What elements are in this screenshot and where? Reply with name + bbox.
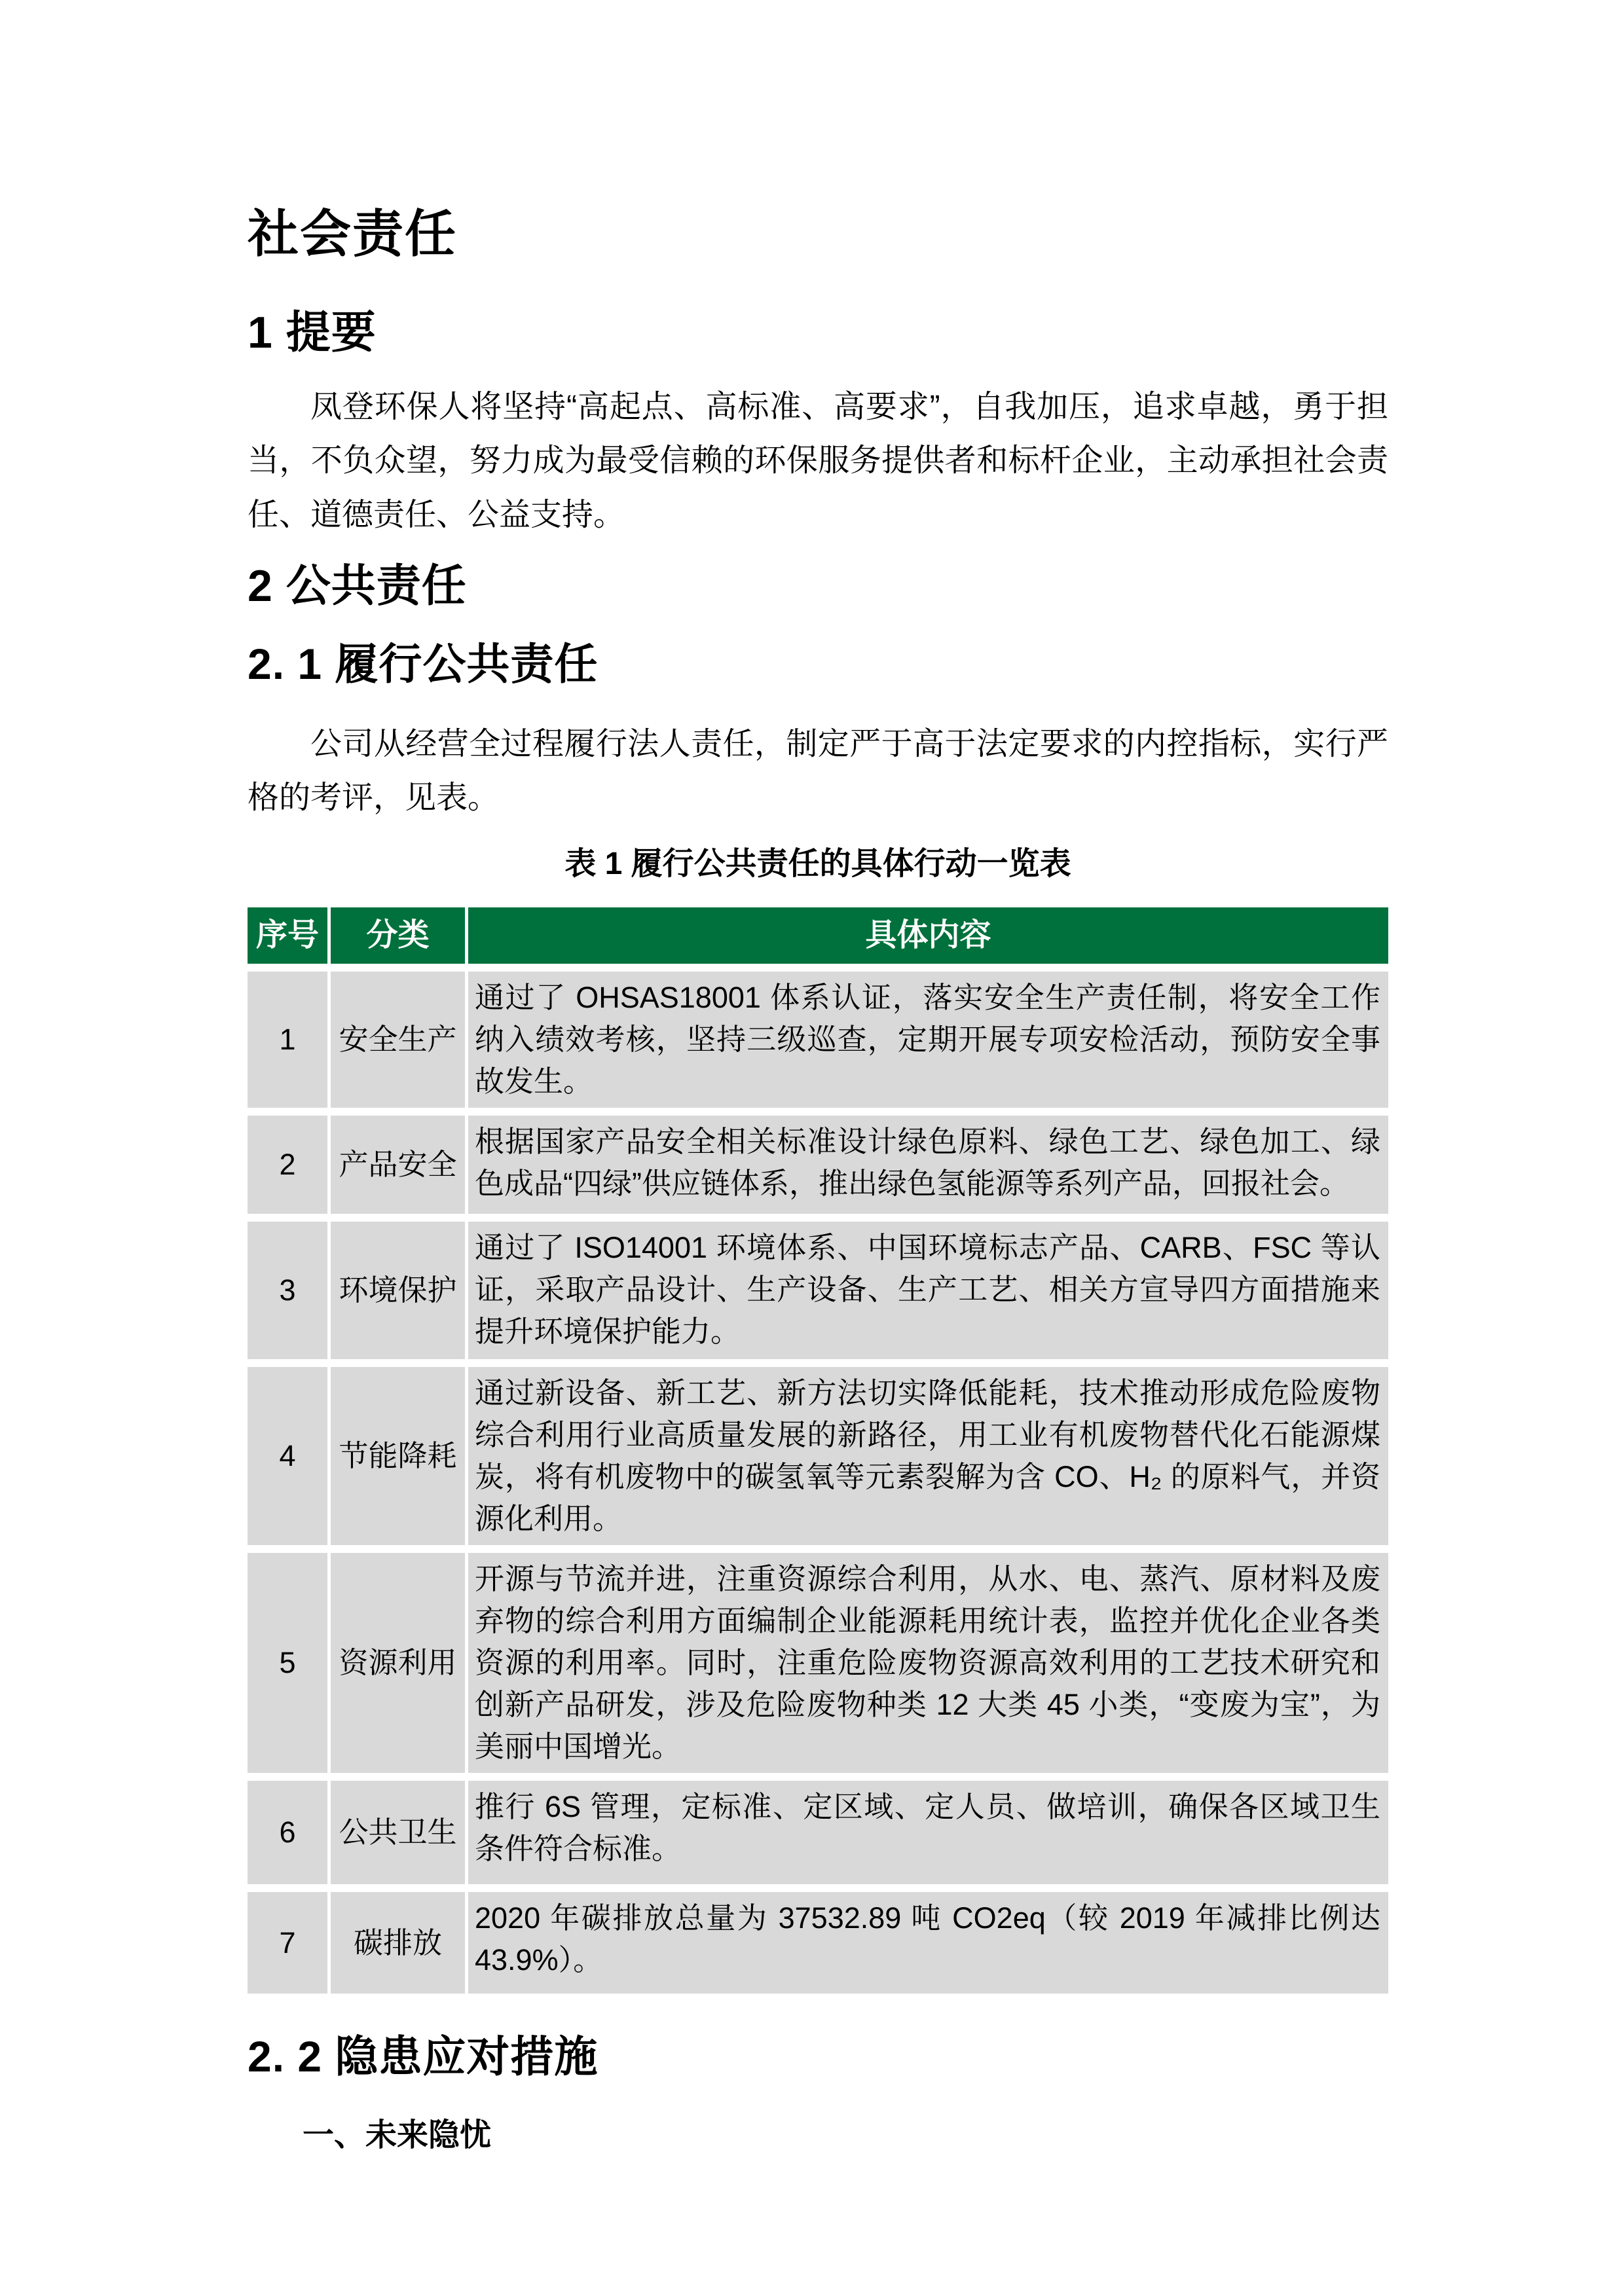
table-caption: 表 1 履行公共责任的具体行动一览表 — [564, 846, 1071, 881]
row-content: 通过了 OHSAS18001 体系认证，落实安全生产责任制，将安全工作纳入绩效考核，坚持三级巡查，定期开展专项安检活动，预防安全事故发生。 — [468, 972, 1388, 1108]
section-2-1-paragraph: 公司从经营全过程履行法人责任，制定严于高于法定要求的内控指标，实行严格的考评，见表。 — [248, 726, 1388, 816]
section-2-heading: 2 公共责任 — [248, 561, 467, 611]
section-1-heading: 1 提要 — [248, 307, 377, 357]
public-responsibility-table — [248, 907, 1388, 1994]
section-2-2-heading: 2. 2 隐患应对措施 — [248, 2032, 599, 2081]
table-header-no: 序号 — [248, 907, 327, 964]
row-category: 资源利用 — [331, 1553, 465, 1773]
row-category: 产品安全 — [331, 1116, 465, 1214]
table-header-content: 具体内容 — [468, 907, 1388, 964]
document-title: 社会责任 — [248, 205, 458, 263]
row-category: 碳排放 — [331, 1892, 465, 1994]
row-category: 公共卫生 — [331, 1781, 465, 1884]
row-content: 通过新设备、新工艺、新方法切实降低能耗，技术推动形成危险废物综合利用行业高质量发展的新路径，用工业有机废物替代化石能源煤炭，将有机废物中的碳氢氧等元素裂解为含 CO、H₂ 的原料气，并资源化利用。 — [468, 1367, 1388, 1545]
row-no: 2 — [248, 1116, 327, 1214]
row-no: 1 — [248, 972, 327, 1108]
row-no: 3 — [248, 1222, 327, 1359]
row-category: 节能降耗 — [331, 1367, 465, 1545]
row-content: 根据国家产品安全相关标准设计绿色原料、绿色工艺、绿色加工、绿色成品“四绿”供应链体系，推出绿色氢能源等系列产品，回报社会。 — [468, 1116, 1388, 1214]
section-2-1-heading: 2. 1 履行公共责任 — [248, 640, 599, 689]
row-no: 6 — [248, 1781, 327, 1884]
table-row — [248, 1553, 1388, 1773]
future-concerns-item: 一、未来隐忧 — [303, 2117, 492, 2153]
row-category: 安全生产 — [331, 972, 465, 1108]
table-row — [248, 972, 1388, 1108]
table-header-row — [248, 907, 1388, 964]
row-content: 开源与节流并进，注重资源综合利用，从水、电、蒸汽、原材料及废弃物的综合利用方面编制企业能源耗用统计表，监控并优化企业各类资源的利用率。同时，注重危险废物资源高效利用的工艺技术研究和创新产品研发，涉及危险废物种类 12 大类 45 小类，“变废为宝”，为美丽中国增光。 — [468, 1553, 1388, 1773]
row-content: 推行 6S 管理，定标准、定区域、定人员、做培训，确保各区域卫生条件符合标准。 — [468, 1781, 1388, 1884]
row-no: 5 — [248, 1553, 327, 1773]
row-content: 2020 年碳排放总量为 37532.89 吨 CO2eq（较 2019 年减排比例达 43.9%）。 — [468, 1892, 1388, 1994]
row-content: 通过了 ISO14001 环境体系、中国环境标志产品、CARB、FSC 等认证，采取产品设计、生产设备、生产工艺、相关方宣导四方面措施来提升环境保护能力。 — [468, 1222, 1388, 1359]
table-row — [248, 1781, 1388, 1884]
section-1-paragraph: 凤登环保人将坚持“高起点、高标准、高要求”，自我加压，追求卓越，勇于担当，不负众望，努力成为最受信赖的环保服务提供者和标杆企业，主动承担社会责任、道德责任、公益支持。 — [248, 389, 1388, 532]
row-category: 环境保护 — [331, 1222, 465, 1359]
table-row — [248, 1222, 1388, 1359]
row-no: 4 — [248, 1367, 327, 1545]
row-no: 7 — [248, 1892, 327, 1994]
table-header-category: 分类 — [331, 907, 465, 964]
table-row — [248, 1892, 1388, 1994]
table-row — [248, 1116, 1388, 1214]
table-row — [248, 1367, 1388, 1545]
